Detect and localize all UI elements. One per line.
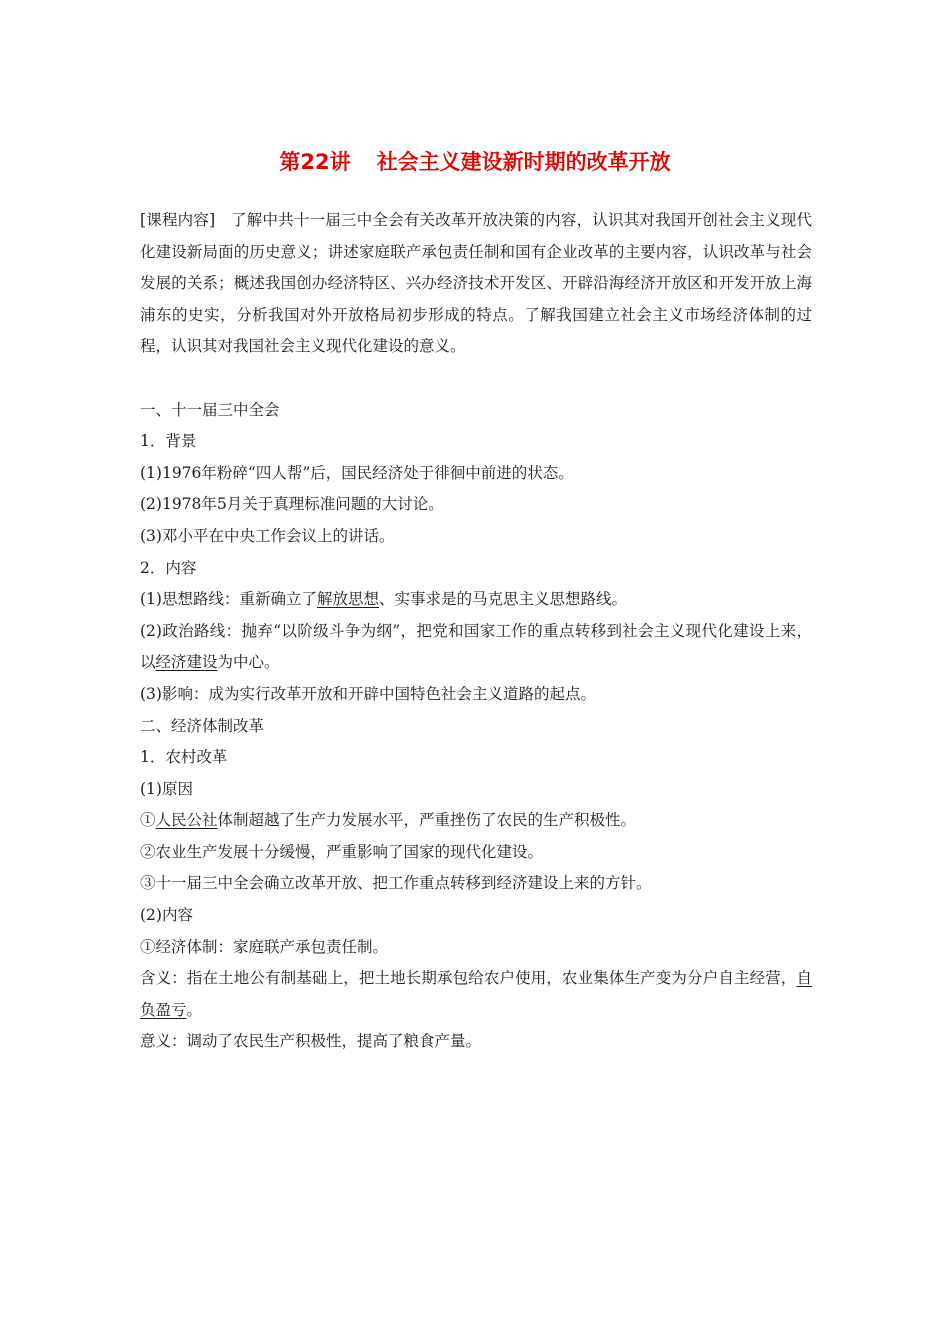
text-run: 。 <box>186 1000 203 1019</box>
list-item: (3)邓小平在中央工作会议上的讲话。 <box>140 526 395 545</box>
list-item: (1)1976年粉碎“四人帮”后，国民经济处于徘徊中前进的状态。 <box>140 463 574 482</box>
underlined-term: 人民公社 <box>155 811 218 830</box>
intro-text: 了解中共十一届三中全会有关改革开放决策的内容，认识其对我国开创社会主义现代化建设新局面的历史意义；讲述家庭联产承包责任制和国有企业改革的主要内容，认识改革与社会发展的关系；概述我国创办经济特区、兴办经济技术开发区、开辟沿海经济开放区和开发开放上海浦东的史实，分析我国对外开放格局初步形成的特点。了解我国建立社会主义市场经济体制的过程，认识其对我国社会主义现代化建设的意义。 <box>140 211 812 356</box>
list-item <box>140 963 812 1026</box>
underlined-term: 自负盈亏 <box>140 969 812 1019</box>
subsection-heading: (2)内容 <box>140 906 193 925</box>
section-heading: 二、经济体制改革 <box>140 716 265 735</box>
section-heading: 一、十一届三中全会 <box>140 400 280 419</box>
text-run: (1)思想路线：重新确立了 <box>140 590 317 609</box>
subsection-heading: 1．农村改革 <box>140 748 228 767</box>
lesson-topic: 社会主义建设新时期的改革开放 <box>376 150 671 174</box>
underlined-term: 解放思想 <box>316 590 379 609</box>
list-item <box>140 584 812 616</box>
document-body <box>140 205 812 1058</box>
text-run: (2)政治路线：抛弃“以阶级斗争为纲”，把党和国家工作的重点转移到社会主义现代化建设上来，以 <box>140 621 812 672</box>
list-item: ③十一届三中全会确立改革开放、把工作重点转移到经济建设上来的方针。 <box>140 874 652 893</box>
underlined-term: 经济建设 <box>155 653 218 672</box>
text-run: 为中心。 <box>217 653 280 672</box>
list-item: (2)1978年5月关于真理标准问题的大讨论。 <box>140 495 444 514</box>
page-title <box>0 146 950 176</box>
subsection-heading: 1．背景 <box>140 432 197 451</box>
course-intro <box>140 205 812 363</box>
text-run: 、实事求是的马克思主义思想路线。 <box>378 590 627 609</box>
list-item: ①经济体制：家庭联产承包责任制。 <box>140 937 389 956</box>
list-item <box>140 616 812 679</box>
lesson-number: 第22讲 <box>279 150 351 174</box>
list-item: (3)影响：成为实行改革开放和开辟中国特色社会主义道路的起点。 <box>140 684 596 703</box>
list-item <box>140 805 812 837</box>
intro-label: [课程内容] <box>140 211 216 229</box>
text-run: 含义：指在土地公有制基础上，把土地长期承包给农户使用，农业集体生产变为分户自主经营， <box>140 969 797 988</box>
list-item: ②农业生产发展十分缓慢，严重影响了国家的现代化建设。 <box>140 842 544 861</box>
text-run: 体制超越了生产力发展水平，严重挫伤了农民的生产积极性。 <box>217 811 637 830</box>
list-item: 意义：调动了农民生产积极性，提高了粮食产量。 <box>140 1032 482 1051</box>
subsection-heading: 2．内容 <box>140 558 197 577</box>
text-run: ① <box>140 811 156 830</box>
subsection-heading: (1)原因 <box>140 779 193 798</box>
